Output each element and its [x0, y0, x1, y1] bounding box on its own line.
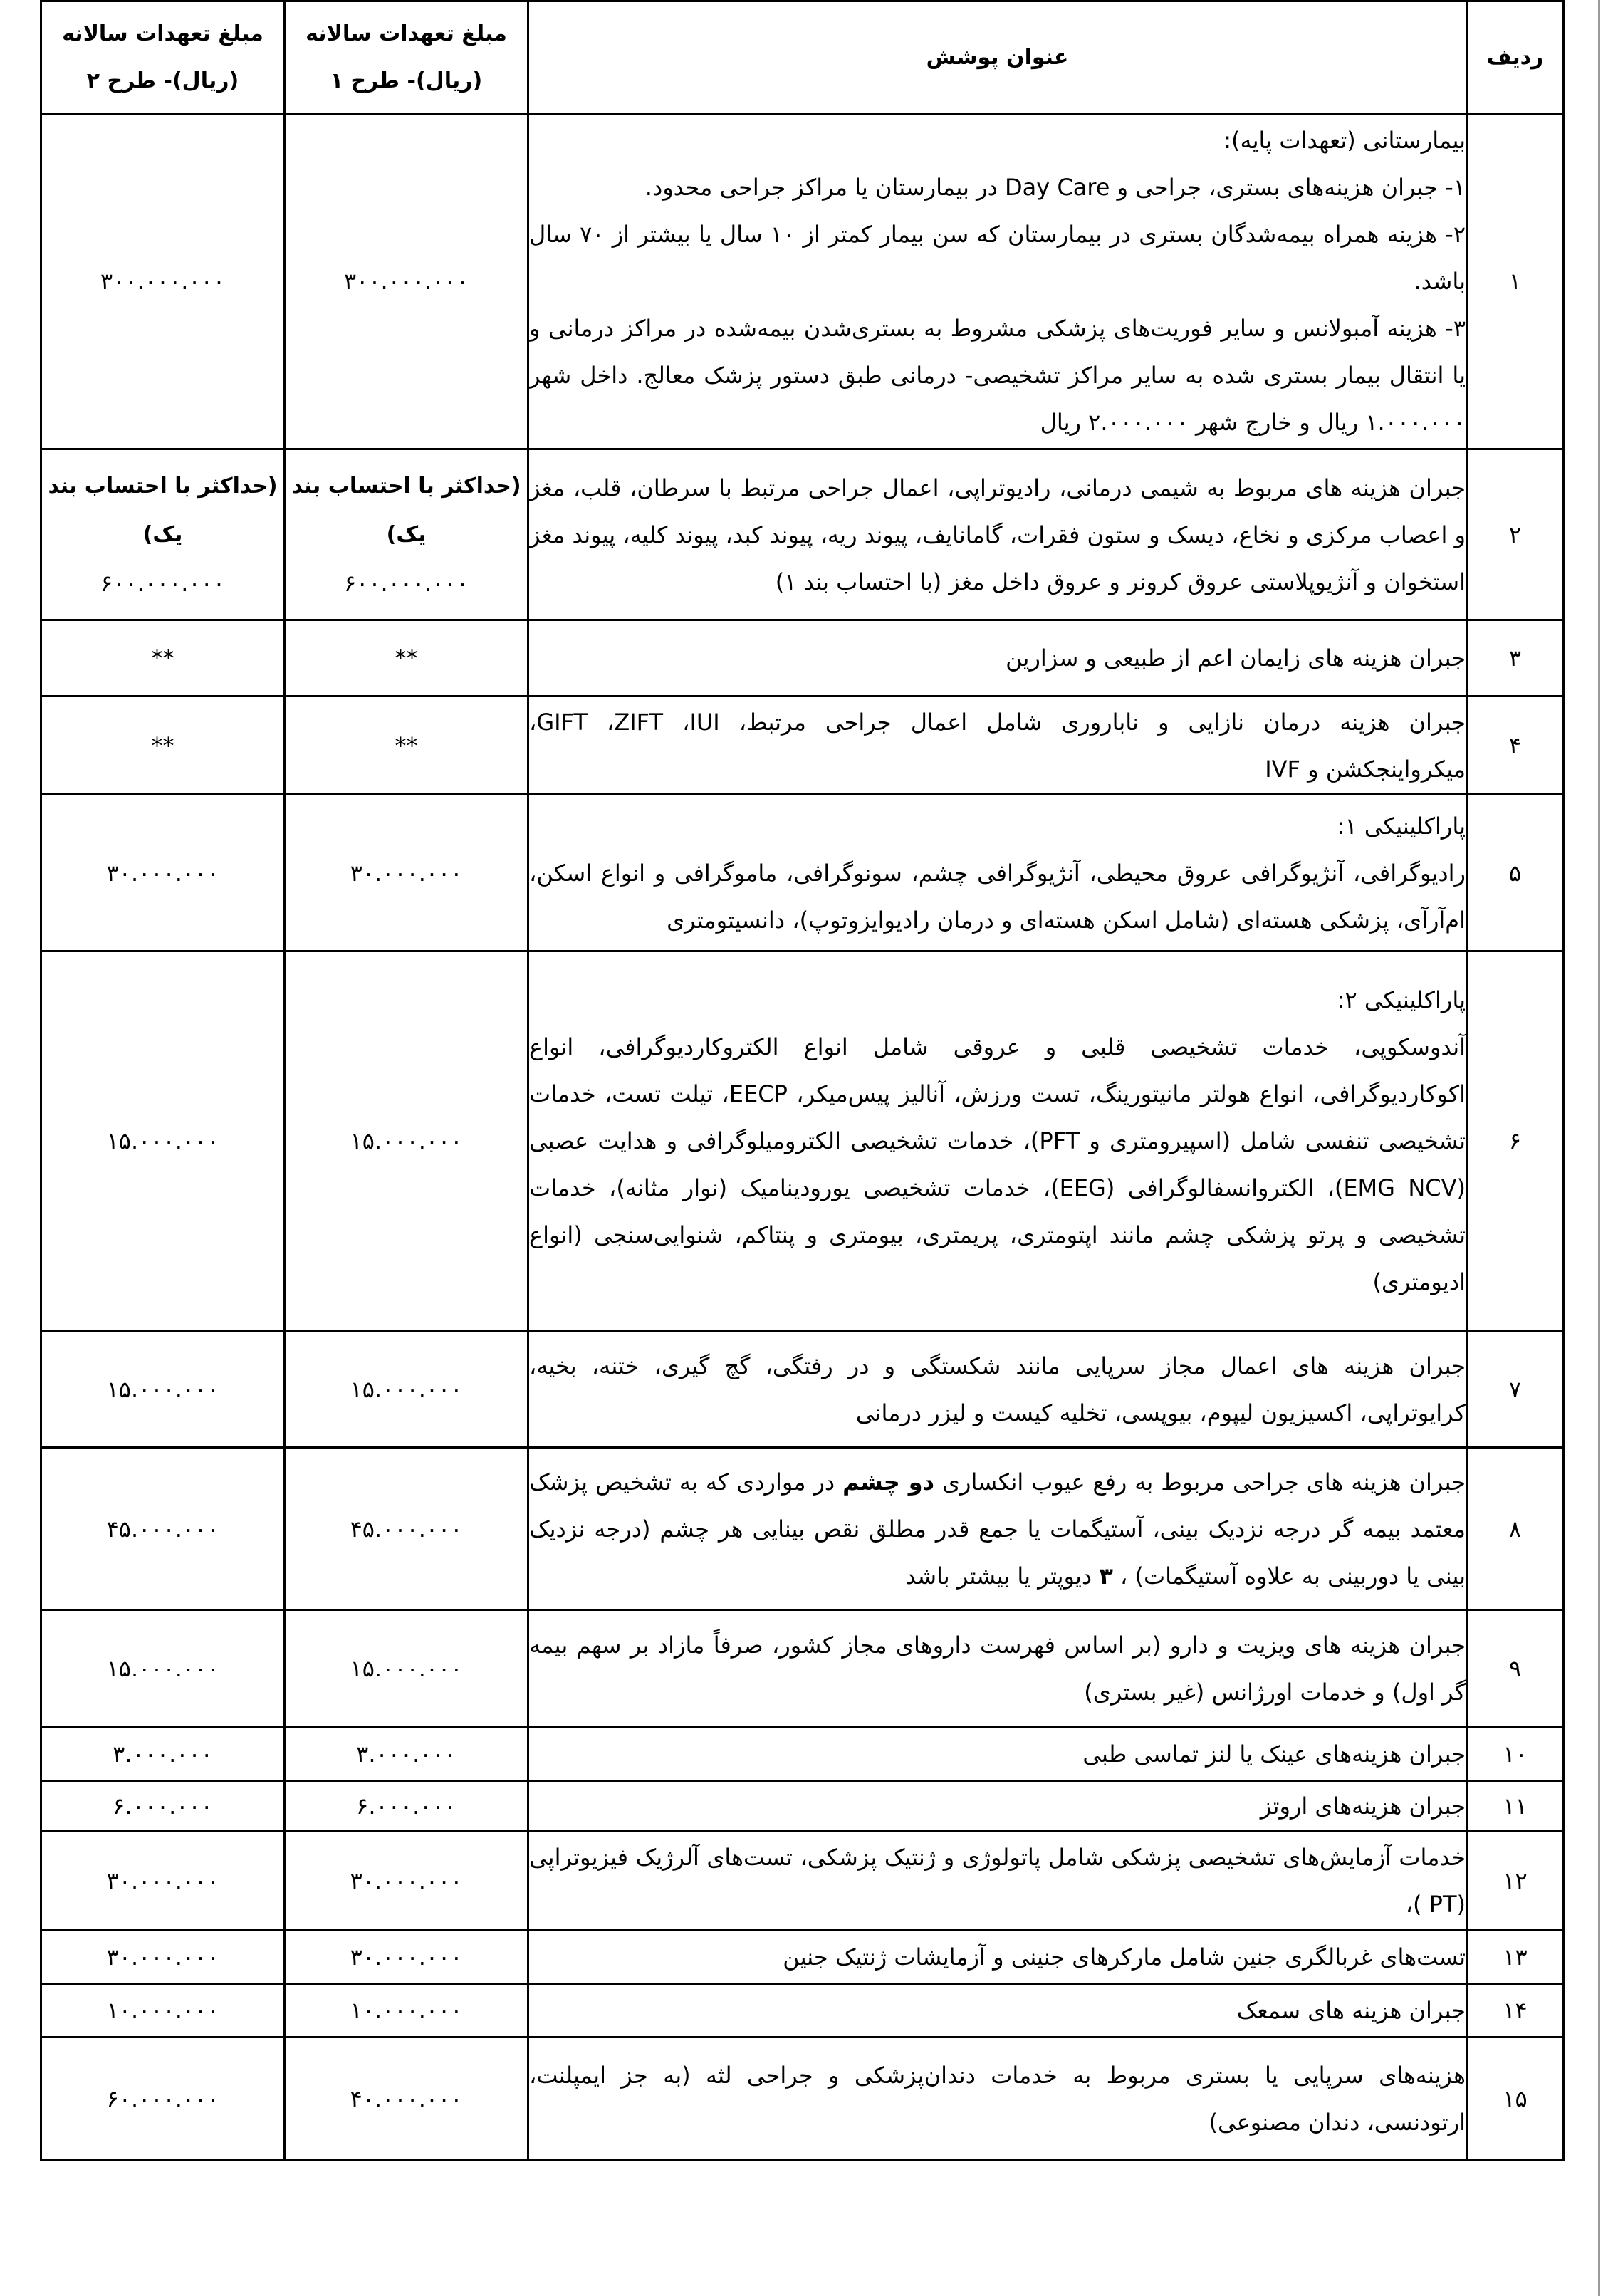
plan1-amount-cell [285, 1610, 528, 1727]
description-line: خدمات آزمایش‌های تشخیصی پزشکی شامل پاتولوژی و ژنتیک پزشکی، تست‌های آلرژیک فیزیوتراپی (PT )، [529, 1844, 1466, 1918]
row-number: ۸ [1467, 1448, 1564, 1610]
table-row [41, 1727, 1564, 1781]
header-plan1-amount [285, 1, 528, 114]
plan2-amount-value: ۱۵.۰۰۰.۰۰۰ [106, 1654, 219, 1682]
plan1-amount-value: ۳۰.۰۰۰.۰۰۰ [350, 1867, 463, 1894]
table-row [41, 696, 1564, 795]
description-line: جبران هزینه های اعمال مجاز سرپایی مانند شکستگی و در رفتگی، گچ گیری، ختنه، بخیه، کرایوتراپی، اکسیزیون لیپوم، بیوپسی، تخلیه کیست و لیزر درمانی [529, 1352, 1466, 1426]
table-row [41, 1781, 1564, 1832]
row-number: ۱۴ [1467, 1984, 1564, 2037]
row-number: ۱۲ [1467, 1832, 1564, 1931]
plan2-amount-value: ۱۵.۰۰۰.۰۰۰ [106, 1375, 219, 1403]
plan1-amount-cell [285, 696, 528, 795]
row-number: ۱۳ [1467, 1931, 1564, 1984]
coverage-description [528, 1727, 1467, 1781]
plan1-amount-cell [285, 1727, 528, 1781]
plan1-amount-value: ۶۰۰.۰۰۰.۰۰۰ [343, 569, 469, 597]
description-line: ۲- هزینه همراه بیمه‌شدگان بستری در بیمارستان که سن بیمار کمتر از ۱۰ سال یا بیشتر از ۷۰ سال باشد. [529, 221, 1466, 295]
row-number: ۱۵ [1467, 2037, 1564, 2160]
description-line: جبران هزینه های سمعک [1236, 1997, 1466, 2024]
table-row [41, 449, 1564, 620]
plan1-amount-cell [285, 951, 528, 1331]
coverage-description [528, 1781, 1467, 1832]
coverage-description [528, 1931, 1467, 1984]
plan2-amount-cell [41, 795, 285, 951]
table-row [41, 114, 1564, 449]
description-line: جبران هزینه های زایمان اعم از طبیعی و سزارین [1006, 645, 1466, 672]
coverage-description [528, 1832, 1467, 1931]
header-plan2-amount [41, 1, 285, 114]
description-line: جبران هزینه های ویزیت و دارو (بر اساس فهرست داروهای مجاز کشور، صرفاً مازاد بر سهم بیمه گر اول) و خدمات اورژانس (غیر بستری) [529, 1631, 1466, 1706]
plan2-amount-value: ۳۰.۰۰۰.۰۰۰ [106, 1867, 219, 1894]
plan1-amount-cell [285, 1331, 528, 1448]
plan2-amount-cell [41, 1331, 285, 1448]
plan2-amount-cell [41, 114, 285, 449]
table-row [41, 1832, 1564, 1931]
page-edge-line [1598, 0, 1600, 2296]
plan1-amount-cell [285, 1832, 528, 1931]
coverage-description [528, 696, 1467, 795]
plan2-amount-value: ۳۰.۰۰۰.۰۰۰ [106, 1943, 219, 1971]
description-line: تست‌های غربالگری جنین شامل مارکرهای جنینی و آزمایشات ژنتیک جنین [783, 1943, 1466, 1971]
plan1-amount-cell [285, 449, 528, 620]
plan2-amount-cell [41, 1781, 285, 1832]
description-emphasis: ۳ [1099, 1562, 1113, 1590]
description-line: جبران هزینه‌های عینک یا لنز تماسی طبی [1082, 1740, 1466, 1768]
coverage-description [528, 1610, 1467, 1727]
header-row-number: ردیف [1467, 1, 1564, 114]
plan2-amount-cell [41, 2037, 285, 2160]
row-number: ۱ [1467, 114, 1564, 449]
plan2-amount-value: ۳۰۰.۰۰۰.۰۰۰ [100, 268, 226, 295]
plan2-amount-value: ۳.۰۰۰.۰۰۰ [113, 1740, 213, 1768]
coverage-description [528, 620, 1467, 696]
plan2-amount-cell [41, 1727, 285, 1781]
coverage-description [528, 2037, 1467, 2160]
coverage-description [528, 449, 1467, 620]
plan2-amount-value: ۱۰.۰۰۰.۰۰۰ [106, 1997, 219, 2024]
plan2-amount-value: ** [151, 645, 174, 672]
plan2-amount-value: ۶.۰۰۰.۰۰۰ [113, 1793, 213, 1820]
plan1-amount-value: ۳۰۰.۰۰۰.۰۰۰ [343, 268, 469, 295]
description-text: جبران هزینه های جراحی مربوط به رفع عیوب انکساری [934, 1468, 1466, 1496]
plan1-amount-cell [285, 1931, 528, 1984]
plan1-amount-value: ۴۰.۰۰۰.۰۰۰ [350, 2084, 463, 2112]
plan1-amount-cell [285, 2037, 528, 2160]
table-row [41, 1931, 1564, 1984]
coverage-rows [41, 114, 1564, 2160]
description-line: پاراکلینیکی ۲: [1337, 986, 1466, 1013]
plan1-amount-value: ۱۵.۰۰۰.۰۰۰ [350, 1127, 463, 1154]
row-number: ۴ [1467, 696, 1564, 795]
plan1-amount-value: ۳۰.۰۰۰.۰۰۰ [350, 859, 463, 887]
header-plan2-line2: (ریال)- طرح ۲ [86, 68, 239, 93]
plan2-amount-value: ۳۰.۰۰۰.۰۰۰ [106, 859, 219, 887]
coverage-description [528, 795, 1467, 951]
plan1-cap-note: (حداکثر با احتساب بند یک) [291, 473, 521, 547]
plan1-amount-value: ۱۵.۰۰۰.۰۰۰ [350, 1654, 463, 1682]
description-emphasis: دو چشم [842, 1468, 935, 1496]
description-paragraph [529, 1459, 1466, 1600]
plan2-amount-cell [41, 1931, 285, 1984]
row-number: ۳ [1467, 620, 1564, 696]
plan1-amount-value: ** [395, 645, 418, 672]
plan1-amount-value: ۶.۰۰۰.۰۰۰ [356, 1793, 456, 1820]
plan2-amount-cell [41, 1984, 285, 2037]
coverage-description [528, 1331, 1467, 1448]
plan2-amount-cell [41, 449, 285, 620]
plan2-amount-value: ۱۵.۰۰۰.۰۰۰ [106, 1127, 219, 1154]
description-line: هزینه‌های سرپایی یا بستری مربوط به خدمات دندان‌پزشکی و جراحی لثه (به جز ایمپلنت، ارتودنسی، دندان مصنوعی) [529, 2061, 1466, 2136]
table-row [41, 620, 1564, 696]
header-plan2-line1: مبلغ تعهدات سالانه [62, 21, 263, 46]
plan1-amount-value: ۱۰.۰۰۰.۰۰۰ [350, 1997, 463, 2024]
header-coverage-title: عنوان پوشش [528, 1, 1467, 114]
row-number: ۷ [1467, 1331, 1564, 1448]
row-number: ۱۰ [1467, 1727, 1564, 1781]
plan2-amount-value: ۶۰.۰۰۰.۰۰۰ [106, 2084, 219, 2112]
plan2-amount-cell [41, 620, 285, 696]
description-text: دیوپتر یا بیشتر باشد [905, 1562, 1100, 1590]
table-row [41, 1984, 1564, 2037]
plan1-amount-value: ۴۵.۰۰۰.۰۰۰ [350, 1515, 463, 1543]
row-number: ۵ [1467, 795, 1564, 951]
description-line: پاراکلینیکی ۱: [1337, 812, 1466, 840]
table-row [41, 1448, 1564, 1610]
description-line: بیمارستانی (تعهدات پایه): [1223, 127, 1466, 154]
table-row [41, 1610, 1564, 1727]
plan1-amount-cell [285, 114, 528, 449]
plan2-amount-cell [41, 696, 285, 795]
description-line: آندوسکوپی، خدمات تشخیصی قلبی و عروقی شامل انواع الکتروکاردیوگرافی، انواع اکوکاردیوگرافی، انواع هولتر مانیتورینگ، تست ورزش، آنالیز پیس‌میکر، EECP، تیلت تست، خدمات تشخیصی تنفسی شامل (اسپیرومتری و PFT)، خدمات تشخیصی الکترومیلوگرافی و هدایت عصبی (EMG NCV)، الکتروانسفالوگرافی (EEG)، خدمات تشخیصی یورودینامیک (نوار مثانه)، خدمات تشخیصی و پرتو پزشکی چشم مانند اپتومتری، پریمتری، بیومتری و پنتاکم، شنوایی‌سنجی (انواع ادیومتری) [529, 1033, 1466, 1295]
description-line: ۱- جبران هزینه‌های بستری، جراحی و Day Care در بیمارستان یا مراکز جراحی محدود. [644, 174, 1466, 201]
plan2-amount-cell [41, 1610, 285, 1727]
description-text: در مواردی که به تشخیص پزشک معتمد بیمه گر درجه نزدیک بینی، آستیگمات یا جمع قدر مطلق نقص بینایی هر چشم (درجه نزدیک بینی یا دوربینی به علاوه آستیگمات) ، [529, 1468, 1466, 1590]
plan2-amount-cell [41, 1832, 285, 1931]
coverage-description [528, 1984, 1467, 2037]
plan1-amount-value: ۱۵.۰۰۰.۰۰۰ [350, 1375, 463, 1403]
description-line: رادیوگرافی، آنژیوگرافی عروق محیطی، آنژیوگرافی چشم، سونوگرافی، ماموگرافی و انواع اسکن، ام‌آر‌آی، پزشکی هسته‌ای (شامل اسکن هسته‌ای و درمان رادیوایزوتوپ)، دانسیتومتری [529, 859, 1466, 934]
row-number: ۱۱ [1467, 1781, 1564, 1832]
plan1-amount-value: ** [395, 731, 418, 759]
plan1-amount-value: ۳۰.۰۰۰.۰۰۰ [350, 1943, 463, 1971]
plan2-amount-value: ** [151, 731, 174, 759]
coverage-description [528, 951, 1467, 1331]
plan1-amount-cell [285, 1448, 528, 1610]
plan1-amount-cell [285, 1984, 528, 2037]
row-number: ۶ [1467, 951, 1564, 1331]
plan2-amount-value: ۴۵.۰۰۰.۰۰۰ [106, 1515, 219, 1543]
plan1-amount-cell [285, 1781, 528, 1832]
row-number: ۲ [1467, 449, 1564, 620]
row-number: ۹ [1467, 1610, 1564, 1727]
description-line: جبران هزینه درمان نازایی و ناباروری شامل اعمال جراحی مرتبط، GIFT ،ZIFT ،IUI، میکرواینجکشن و IVF [529, 708, 1466, 783]
plan1-amount-cell [285, 620, 528, 696]
header-row [41, 1, 1564, 114]
plan1-amount-cell [285, 795, 528, 951]
description-line: ۳- هزینه آمبولانس و سایر فوریت‌های پزشکی مشروط به بستری‌شدن بیمه‌شده در مراکز درمانی و یا انتقال بیمار بستری شده به سایر مراکز تشخیصی- درمانی طبق دستور پزشک معالج. داخل شهر ۱.۰۰۰.۰۰۰ ریال و خارج شهر ۲.۰۰۰.۰۰۰ ریال [529, 315, 1466, 436]
coverage-description [528, 114, 1467, 449]
plan2-amount-value: ۶۰۰.۰۰۰.۰۰۰ [100, 569, 226, 597]
description-line: جبران هزینه های مربوط به شیمی درمانی، رادیوتراپی، اعمال جراحی مرتبط با سرطان، قلب، مغز و اعصاب مرکزی و نخاع، دیسک و ستون فقرات، گامانایف، پیوند ریه، پیوند کبد، پیوند کلیه، پیوند مغز استخوان و آنژیوپلاستی عروق کرونر و عروق داخل مغز (با احتساب بند ۱) [529, 474, 1466, 595]
plan1-amount-value: ۳.۰۰۰.۰۰۰ [356, 1740, 456, 1768]
coverage-description [528, 1448, 1467, 1610]
table-row [41, 1331, 1564, 1448]
table-row [41, 951, 1564, 1331]
header-plan1-line1: مبلغ تعهدات سالانه [306, 21, 507, 46]
plan2-cap-note: (حداکثر با احتساب بند یک) [48, 473, 278, 547]
description-line: جبران هزینه‌های اروتز [1260, 1793, 1466, 1820]
plan2-amount-cell [41, 1448, 285, 1610]
table-row [41, 795, 1564, 951]
coverage-table [40, 0, 1565, 2161]
header-plan1-line2: (ریال)- طرح ۱ [330, 68, 483, 93]
plan2-amount-cell [41, 951, 285, 1331]
table-row [41, 2037, 1564, 2160]
